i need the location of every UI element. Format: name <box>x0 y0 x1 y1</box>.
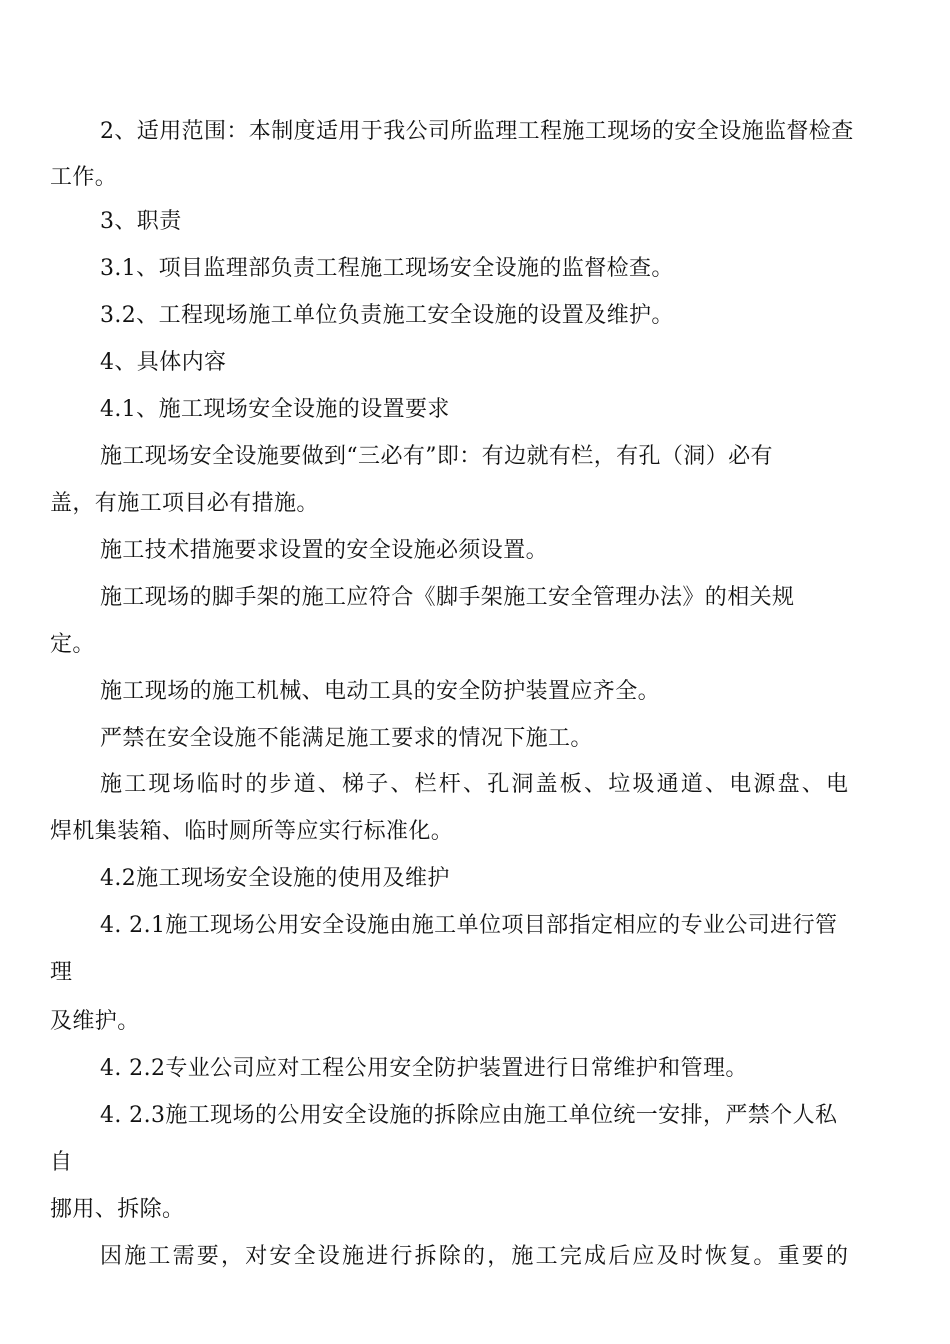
paragraph-line: 自 <box>50 1150 73 1175</box>
paragraph-line: 4. 2.2专业公司应对工程公用安全防护装置进行日常维护和管理。 <box>100 1056 748 1081</box>
paragraph-line: 焊机集装箱、临时厕所等应实行标准化。 <box>50 819 454 844</box>
paragraph-line: 2、适用范围：本制度适用于我公司所监理工程施工现场的安全设施监督检查 <box>100 119 854 144</box>
subsection-heading: 4.1、施工现场安全设施的设置要求 <box>100 397 450 422</box>
paragraph-line: 3.1、项目监理部负责工程施工现场安全设施的监督检查。 <box>100 256 674 281</box>
paragraph-line: 施工现场安全设施要做到“三必有”即：有边就有栏，有孔（洞）必有 <box>100 444 773 469</box>
subsection-heading: 4.2施工现场安全设施的使用及维护 <box>100 866 450 891</box>
paragraph-line: 严禁在安全设施不能满足施工要求的情况下施工。 <box>100 726 593 751</box>
section-heading: 3、职责 <box>100 209 182 234</box>
paragraph-line: 定。 <box>50 632 95 657</box>
paragraph-line: 施工现场临时的步道、梯子、栏杆、孔洞盖板、垃圾通道、电源盘、电 <box>100 772 851 797</box>
paragraph-line: 挪用、拆除。 <box>50 1197 185 1222</box>
paragraph-line: 理 <box>50 960 73 985</box>
paragraph-line: 4. 2.3施工现场的公用安全设施的拆除应由施工单位统一安排，严禁个人私 <box>100 1103 838 1128</box>
paragraph-line: 施工现场的脚手架的施工应符合《脚手架施工安全管理办法》的相关规 <box>100 585 795 610</box>
section-heading: 4、具体内容 <box>100 350 227 375</box>
paragraph-line: 因施工需要，对安全设施进行拆除的，施工完成后应及时恢复。重要的 <box>100 1244 851 1269</box>
paragraph-line: 施工技术措施要求设置的安全设施必须设置。 <box>100 538 549 563</box>
paragraph-line: 工作。 <box>50 165 118 190</box>
paragraph-line: 施工现场的施工机械、电动工具的安全防护装置应齐全。 <box>100 679 661 704</box>
paragraph-line: 4. 2.1施工现场公用安全设施由施工单位项目部指定相应的专业公司进行管 <box>100 913 838 938</box>
paragraph-line: 盖，有施工项目必有措施。 <box>50 491 319 516</box>
paragraph-line: 3.2、工程现场施工单位负责施工安全设施的设置及维护。 <box>100 303 674 328</box>
paragraph-line: 及维护。 <box>50 1009 140 1034</box>
